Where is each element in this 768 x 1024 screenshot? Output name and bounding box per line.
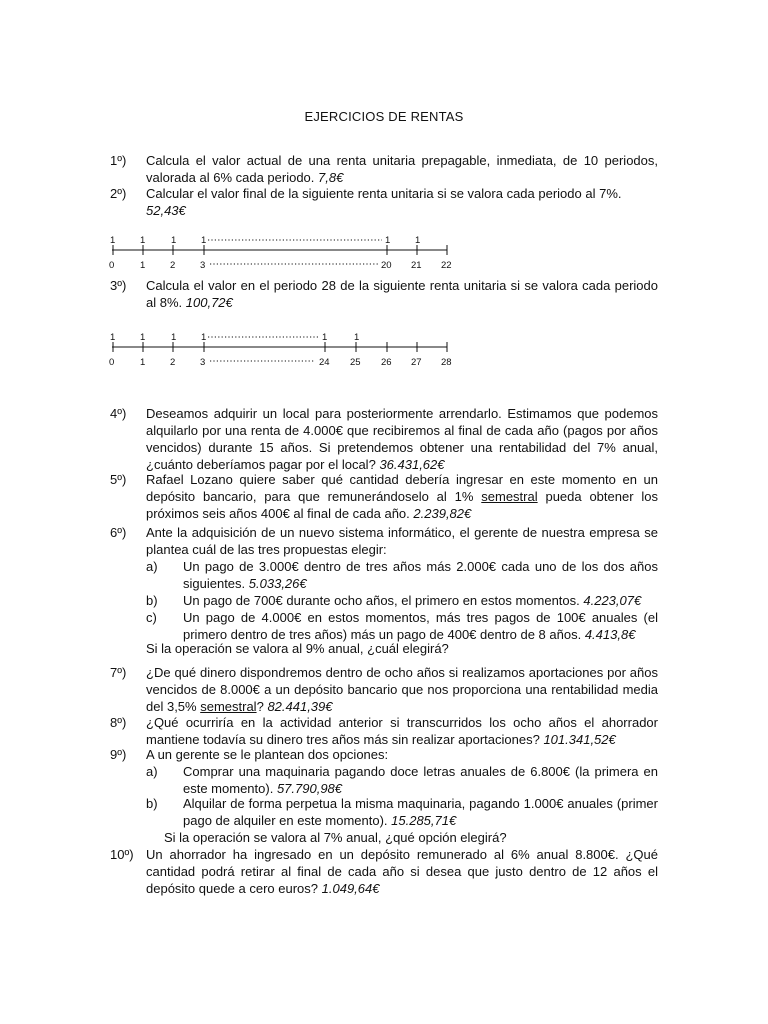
underlined-term: semestral [200, 699, 257, 714]
exercise-number: 8º) [110, 715, 127, 730]
payment-label: 1 [201, 235, 207, 246]
period-label: 22 [441, 260, 452, 271]
option-answer: 4.413,8€ [584, 627, 636, 642]
period-label: 25 [350, 357, 361, 368]
option-text: Un pago de 4.000€ en estos momentos, más tres pagos de 100€ anuales (el primero dentro de tres años) más un pago de 400€ dentro de 8 años. 4.413,8€ [183, 610, 658, 642]
exercise-question: Si la operación se valora al 9% anual, ¿cuál elegirá? [146, 641, 449, 656]
exercise-number: 6º) [110, 525, 127, 540]
exercise-question: Si la operación se valora al 7% anual, ¿qué opción elegirá? [164, 830, 507, 845]
exercise-number: 10º) [110, 847, 134, 862]
exercise-9 [110, 746, 658, 846]
payment-label: 1 [140, 235, 146, 246]
exercise-number: 2º) [110, 186, 127, 201]
option-answer: 5.033,26€ [248, 576, 307, 591]
option-label: b) [146, 796, 158, 811]
exercise-text: Deseamos adquirir un local para posteriormente arrendarlo. Estimamos que podemos alquilarlo por una renta de 4.000€ que recibiremos al final de cada año (pagos por años vencidos) durante 15 años. Si pretendemos obtener una rentabilidad del 7% anual, ¿cuánto deberíamos pagar por el local? 36.431,62€ [146, 406, 658, 472]
page-title: EJERCICIOS DE RENTAS [304, 109, 464, 124]
period-labels [109, 260, 452, 271]
exercise-answer: 36.431,62€ [379, 457, 445, 472]
exercise-number: 9º) [110, 747, 127, 762]
exercise-text: A un gerente se le plantean dos opciones: [146, 747, 389, 762]
payment-label: 1 [385, 235, 391, 246]
period-label: 0 [109, 260, 115, 271]
payment-label: 1 [171, 235, 177, 246]
exercise-6 [110, 524, 658, 658]
exercise-text: Calcula el valor en el periodo 28 de la siguiente renta unitaria si se valora cada periodo al 8%. 100,72€ [146, 278, 658, 310]
exercise-answer: 101.341,52€ [543, 732, 616, 747]
exercise-answer: 2.239,82€ [413, 506, 472, 521]
underlined-term: semestral [481, 489, 538, 504]
payment-label: 1 [415, 235, 421, 246]
payment-label: 1 [110, 332, 116, 343]
exercise-answer: 100,72€ [185, 295, 233, 310]
period-label: 26 [381, 357, 392, 368]
exercise-answer: 1.049,64€ [321, 881, 380, 896]
option-text: Un pago de 3.000€ dentro de tres años más 2.000€ cada uno de los dos años siguientes. 5.033,26€ [183, 559, 658, 591]
period-label: 2 [170, 357, 176, 368]
period-label: 28 [441, 357, 452, 368]
period-label: 0 [109, 357, 115, 368]
exercise-text: Calcula el valor actual de una renta unitaria prepagable, inmediata, de 10 periodos, valorada al 6% cada periodo. 7,8€ [146, 153, 658, 185]
payment-label: 1 [171, 332, 177, 343]
exercise-number: 5º) [110, 472, 127, 487]
option-answer: 57.790,98€ [276, 781, 343, 796]
period-label: 3 [200, 260, 206, 271]
payment-label: 1 [354, 332, 360, 343]
option-label: a) [146, 559, 158, 574]
payment-label: 1 [140, 332, 146, 343]
period-label: 2 [170, 260, 176, 271]
payment-labels [110, 332, 359, 343]
payment-label: 1 [110, 235, 116, 246]
exercise-text: Ante la adquisición de un nuevo sistema informático, el gerente de nuestra empresa se plantea cuál de las tres propuestas elegir: [146, 525, 658, 557]
exercise-answer: 82.441,39€ [267, 699, 333, 714]
exercise-answer: 52,43€ [146, 203, 186, 218]
option-label: a) [146, 764, 158, 779]
period-label: 21 [411, 260, 422, 271]
exercise-text: Calcular el valor final de la siguiente renta unitaria si se valora cada periodo al 7%. 52,43€ [146, 186, 622, 218]
period-label: 3 [200, 357, 206, 368]
option-answer: 4.223,07€ [583, 593, 642, 608]
payment-label: 1 [201, 332, 207, 343]
exercise-text: ¿De qué dinero dispondremos dentro de ocho años si realizamos aportaciones por años vencidos de 8.000€ a un depósito bancario que nos proporciona una rentabilidad media del 3,5% semestral? 82.441,39€ [146, 665, 658, 714]
period-label: 20 [381, 260, 392, 271]
period-label: 1 [140, 260, 146, 271]
timeline-exercise-3 [0, 325, 768, 385]
period-label: 1 [140, 357, 146, 368]
exercise-text: Rafael Lozano quiere saber qué cantidad debería ingresar en este momento en un depósito bancario, para que remunerándoselo al 1% semestral pueda obtener los próximos seis años 400€ al final de cada año. 2.239,82€ [146, 472, 658, 521]
exercise-number: 7º) [110, 665, 127, 680]
option-text: Alquilar de forma perpetua la misma maquinaria, pagando 1.000€ anuales (primer pago de alquiler en este momento). 15.285,71€ [183, 796, 658, 828]
exercise-text: ¿Qué ocurriría en la actividad anterior si transcurridos los ocho años el ahorrador mantiene todavía su dinero tres años más sin realizar aportaciones? 101.341,52€ [146, 715, 658, 747]
period-labels [109, 357, 452, 368]
option-label: c) [146, 610, 157, 625]
exercise-number: 1º) [110, 153, 127, 168]
period-label: 24 [319, 357, 330, 368]
option-text: Un pago de 700€ durante ocho años, el primero en estos momentos. 4.223,07€ [183, 593, 642, 608]
option-answer: 15.285,71€ [391, 813, 457, 828]
payment-labels [110, 235, 420, 246]
option-label: b) [146, 593, 158, 608]
option-text: Comprar una maquinaria pagando doce letras anuales de 6.800€ (la primera en este momento). 57.790,98€ [183, 764, 658, 796]
exercise-text: Un ahorrador ha ingresado en un depósito remunerado al 6% anual 8.800€. ¿Qué cantidad podrá retirar al final de cada año si desea que justo dentro de 12 años el depósito quede a cero euros? 1.049,64€ [146, 847, 658, 896]
period-label: 27 [411, 357, 422, 368]
exercise-number: 4º) [110, 406, 127, 421]
exercise-number: 3º) [110, 278, 127, 293]
exercise-answer: 7,8€ [318, 170, 344, 185]
payment-label: 1 [322, 332, 328, 343]
